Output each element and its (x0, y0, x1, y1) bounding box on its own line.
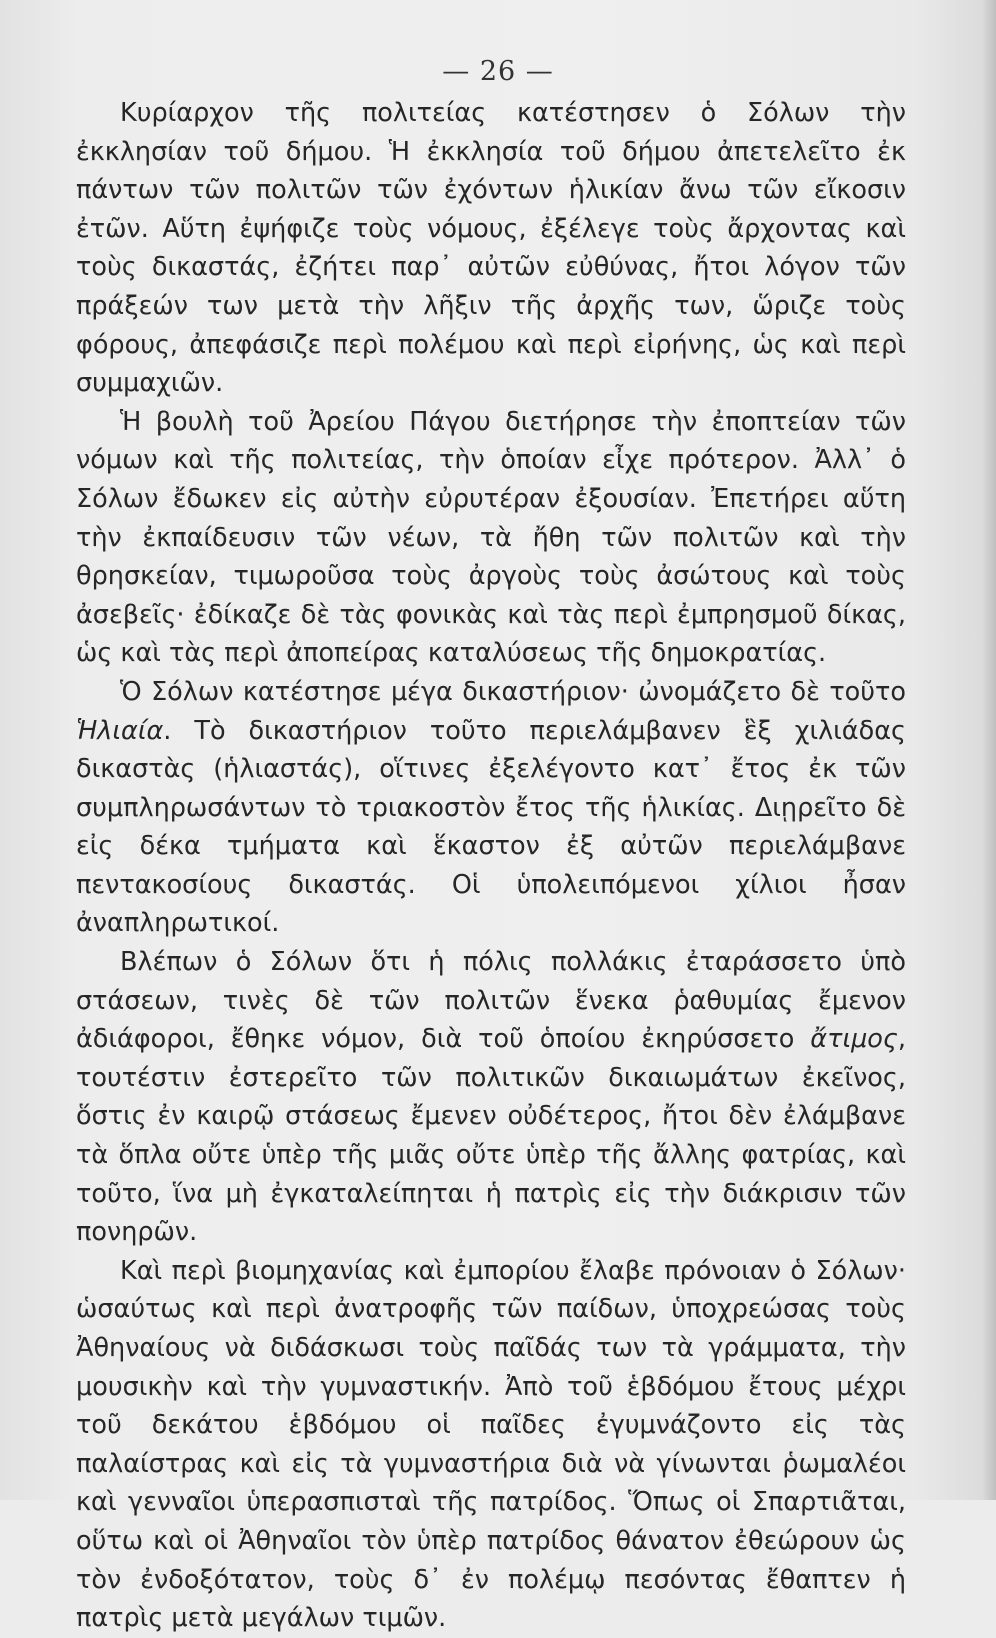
paragraph-3-text-before: Ὁ Σόλων κατέστησε μέγα δικαστήριον· ὠνομάζετο δὲ τοῦτο (120, 676, 906, 707)
paragraph-1: Κυρίαρχον τῆς πολιτείας κατέστησεν ὁ Σόλων τὴν ἐκκλησίαν τοῦ δήμου. Ἡ ἐκκλησία τοῦ δήμου ἀπετελεῖτο ἐκ πάντων τῶν πολιτῶν τῶν ἐχόντων ἡλικίαν ἄνω τῶν εἴκοσιν ἐτῶν. Αὕτη ἐψήφιζε τοὺς νόμους, ἐξέλεγε τοὺς ἄρχοντας καὶ τοὺς δικαστάς, ἐζήτει παρ᾽ αὐτῶν εὐθύνας, ἤτοι λόγον τῶν πράξεών των μετὰ τὴν λῆξιν τῆς ἀρχῆς των, ὥριζε τοὺς φόρους, ἀπεφάσιζε περὶ πολέμου καὶ περὶ εἰρήνης, ὡς καὶ περὶ συμμαχιῶν. (76, 98, 906, 399)
body-text (76, 94, 906, 1638)
paragraph-4-text-before: Βλέπων ὁ Σόλων ὅτι ἡ πόλις πολλάκις ἐταράσσετο ὑπὸ στάσεων, τινὲς δὲ τῶν πολιτῶν ἕνεκα ῥαθυμίας ἔμενον ἀδιάφοροι, ἔθηκε νόμον, διὰ τοῦ ὁποίου ἐκηρύσσετο (76, 947, 906, 1055)
paragraph-2: Ἡ βουλὴ τοῦ Ἀρείου Πάγου διετήρησε τὴν ἐποπτείαν τῶν νόμων καὶ τῆς πολιτείας, τὴν ὁποίαν εἶχε πρότερον. Ἀλλ᾽ ὁ Σόλων ἔδωκεν εἰς αὐτὴν εὐρυτέραν ἐξουσίαν. Ἐπετήρει αὕτη τὴν ἐκπαίδευσιν τῶν νέων, τὰ ἤθη τῶν πολιτῶν καὶ τὴν θρησκείαν, τιμωροῦσα τοὺς ἀργοὺς τοὺς ἀσώτους καὶ τοὺς ἀσεβεῖς· ἐδίκαζε δὲ τὰς φονικὰς καὶ τὰς περὶ ἐμπρησμοῦ δίκας, ὡς καὶ τὰς περὶ ἀποπείρας καταλύσεως τῆς δημοκρατίας. (76, 406, 906, 669)
paragraph-3-text-after: . Τὸ δικαστήριον τοῦτο περιελάμβανεν ἓξ χιλιάδας δικαστὰς (ἡλιαστάς), οἵτινες ἐξελέγοντο κατ᾽ ἔτος ἐκ τῶν συμπληρωσάντων τὸ τριακοστὸν ἔτος τῆς ἡλικίας. Διῃρεῖτο δὲ εἰς δέκα τμήματα καὶ ἕκαστον ἐξ αὐτῶν περιελάμβανε πεντακοσίους δικαστάς. Οἱ ὑπολειπόμενοι χίλιοι ἦσαν ἀναπληρωτικοί. (76, 715, 906, 939)
paragraph-4-text-after: , τουτέστιν ἐστερεῖτο τῶν πολιτικῶν δικαιωμάτων ἐκεῖνος, ὅστις ἐν καιρῷ στάσεως ἔμενεν οὐδέτερος, ἤτοι δὲν ἐλάμβανε τὰ ὅπλα οὔτε ὑπὲρ τῆς μιᾶς οὔτε ὑπὲρ τῆς ἄλλης φατρίας, καὶ τοῦτο, ἵνα μὴ ἐγκαταλείπηται ἡ πατρὶς εἰς τὴν διάκρισιν τῶν πονηρῶν. (76, 1024, 906, 1248)
page-edge-shadow (982, 0, 996, 1500)
paragraph-5: Καὶ περὶ βιομηχανίας καὶ ἐμπορίου ἔλαβε πρόνοιαν ὁ Σόλων· ὡσαύτως καὶ περὶ ἀνατροφῆς τῶν παίδων, ὑποχρεώσας τοὺς Ἀθηναίους νὰ διδάσκωσι τοὺς παῖδάς των τὰ γράμματα, τὴν μουσικὴν καὶ τὴν γυμναστικήν. Ἀπὸ τοῦ ἑβδόμου ἔτους μέχρι τοῦ δεκάτου ἑβδόμου οἱ παῖδες ἐγυμνάζοντο εἰς τὰς παλαίστρας καὶ εἰς τὰ γυμναστήρια διὰ νὰ γίνωνται ῥωμαλέοι καὶ γενναῖοι ὑπερασπισταὶ τῆς πατρίδος. Ὅπως οἱ Σπαρτιᾶται, οὕτω καὶ οἱ Ἀθηναῖοι τὸν ὑπὲρ πατρίδος θάνατον ἐθεώρουν ὡς τὸν ἐνδοξότατον, τοὺς δ᾽ ἐν πολέμῳ πεσόντας ἔθαπτεν ἡ πατρὶς μετὰ μεγάλων τιμῶν. (76, 1255, 906, 1634)
paragraph-4 (76, 943, 906, 1252)
paragraph-4-italic-term: ἄτιμος (810, 1024, 898, 1055)
paragraph-3 (76, 673, 906, 943)
paragraph-3-italic-term: Ἡλιαία (76, 715, 164, 746)
page-number: — 26 — (442, 56, 554, 87)
